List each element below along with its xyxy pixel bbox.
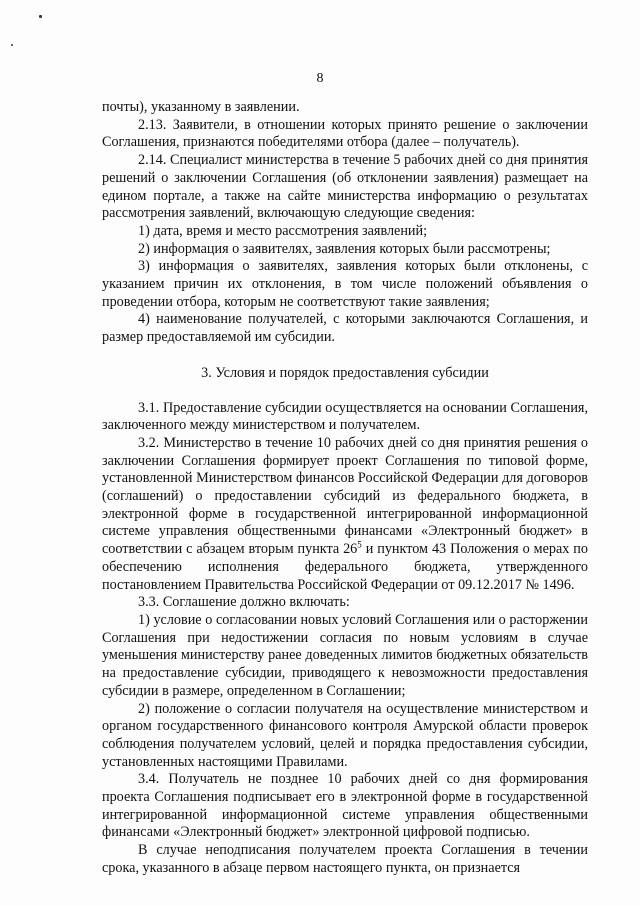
paragraph-text: 3.2. Министерство в течение 10 рабочих дней со дня принятия решения о заключении Соглашения формирует проект Соглашения по типовой форме, установленной Министерством финансов Российской Федерации для договоров (соглашений) о предоставлении субсидий из федерального бюджета, в электронной форме в государственной интегрированной информационной системе управления общественными финансами «Электронный бюджет» в соответствии с абзацем вторым пункта 26 xyxy=(102,434,588,558)
paragraph: 3.1. Предоставление субсидии осуществляется на основании Соглашения, заключенного между министерством и получателем. xyxy=(102,399,588,434)
paragraph: В случае неподписания получателем проекта Соглашения в течении срока, указанного в абзаце первом настоящего пункта, он признается xyxy=(102,842,588,876)
list-item: 4) наименование получателей, с которыми заключаются Соглашения, и размер предоставляемой им субсидии. xyxy=(102,311,588,346)
section-heading: 3. Условия и порядок предоставления субсидии xyxy=(201,364,489,381)
paragraph-text: и пунктом 43 Положения о мерах по обеспечению исполнения федерального бюджета, утвержденного постановлением Правительства Российской Федерации от 09.12.2017 № 1496. xyxy=(102,541,588,593)
paragraph: 3.3. Соглашение должно включать: xyxy=(138,594,350,611)
list-item: 3) информация о заявителях, заявления которых были отклонены, с указанием причин их отклонения, в том числе положений объявления о проведении отбора, которым не соответствуют такие заявления; xyxy=(102,258,588,310)
superscript: 5 xyxy=(357,539,362,550)
list-item: 2) положение о согласии получателя на осуществление министерством и органом государственного финансового контроля Амурской области проверок соблюдения получателем условий, целей и порядка предоставления субсидии, установленных настоящими Правилами. xyxy=(102,700,588,770)
page-number: 8 xyxy=(316,71,324,86)
document-body xyxy=(102,99,588,878)
paragraph: 3.4. Получатель не позднее 10 рабочих дней со дня формирования проекта Соглашения подписывает его в электронной форме в государственной интегрированной информационной системе управления общественными финансами «Электронный бюджет» электронной цифровой подписью. xyxy=(102,771,588,841)
list-item: 1) дата, время и место рассмотрения заявлений; xyxy=(138,222,428,239)
list-item: 1) условие о согласовании новых условий Соглашения или о расторжении Соглашения при недостижении согласия по новым условиям в случае уменьшения министерству ранее доведенных лимитов бюджетных обязательств на предоставление субсидии, приводящего к невозможности предоставления субсидии в размере, определенном в Соглашении; xyxy=(102,611,588,699)
paragraph xyxy=(102,435,588,594)
paragraph: почты), указанному в заявлении. xyxy=(102,99,300,115)
scan-speck xyxy=(11,44,13,46)
paragraph: 2.14. Специалист министерства в течение 5 рабочих дней со дня принятия решений о заключении Соглашения (об отклонении заявления) размещает на едином портале, а также на сайте министерства информацию о результатах рассмотрения заявлений, включающую следующие сведения: xyxy=(102,152,588,222)
scan-speck xyxy=(39,15,42,18)
list-item: 2) информация о заявителях, заявления которых были рассмотрены; xyxy=(138,240,551,257)
paragraph: 2.13. Заявители, в отношении которых принято решение о заключении Соглашения, признаются победителями отбора (далее – получатель). xyxy=(102,116,588,151)
